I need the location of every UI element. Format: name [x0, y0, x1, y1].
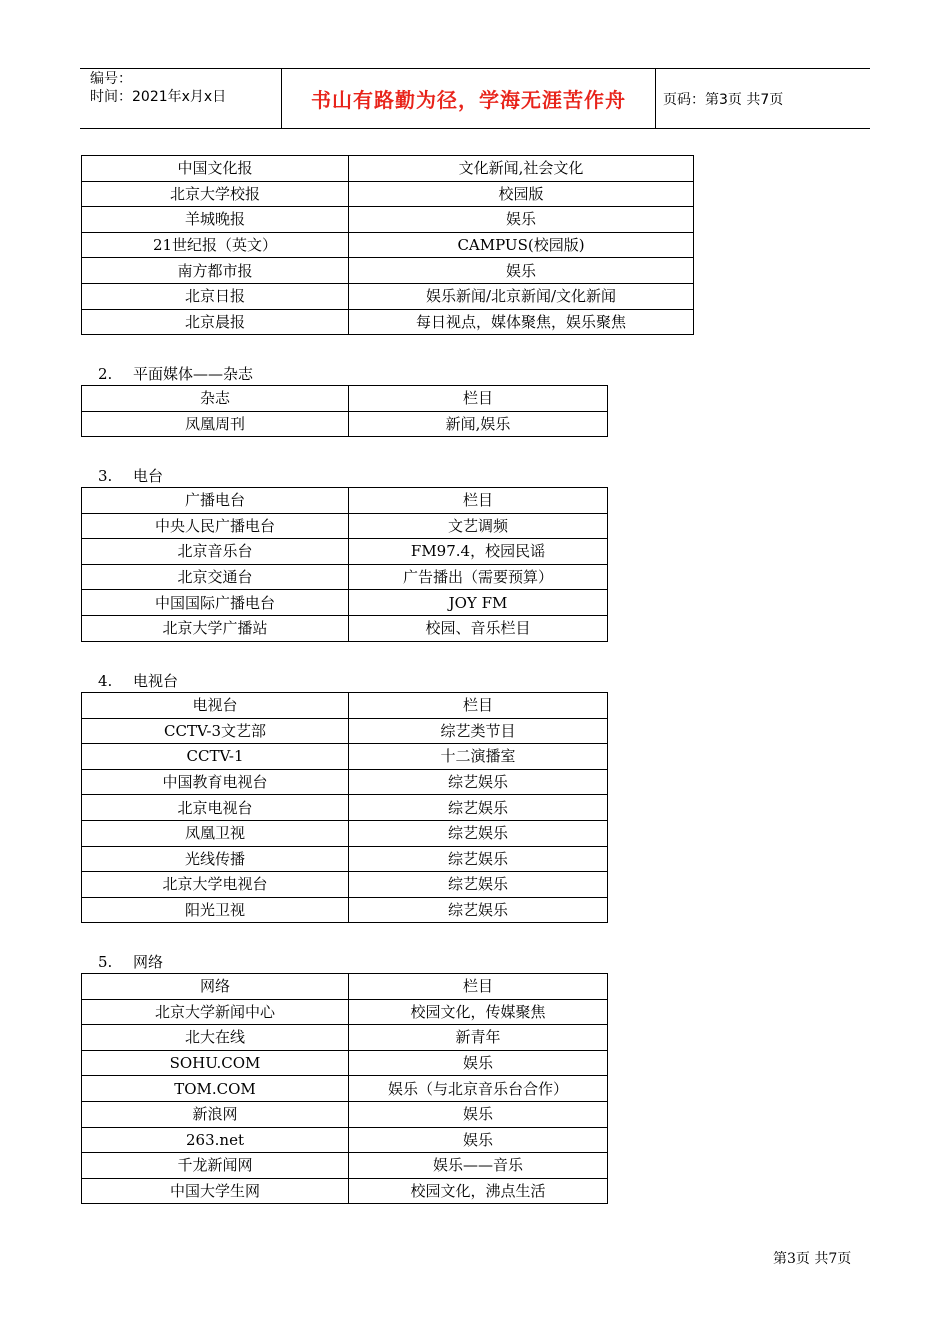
table-row [82, 590, 608, 616]
table-cell-name: 杂志 [82, 386, 349, 412]
table-cell-program: 校园文化，传媒聚焦 [349, 999, 608, 1025]
table-cell-name: 北大在线 [82, 1025, 349, 1051]
table-cell-program: 校园、音乐栏目 [349, 615, 608, 641]
section-heading-internet [98, 951, 163, 972]
section-title: 电台 [133, 467, 164, 485]
table-row [82, 795, 608, 821]
newspaper-table [81, 155, 694, 335]
table-row [82, 513, 608, 539]
table-cell-name: 网络 [82, 974, 349, 1000]
table-row [82, 769, 608, 795]
table-cell-program: 广告播出（需要预算） [349, 564, 608, 590]
table-cell-name: 北京大学校报 [82, 181, 349, 207]
table-cell-program: 栏目 [349, 974, 608, 1000]
table-cell-program: 综艺类节目 [349, 718, 608, 744]
table-cell-name: TOM.COM [82, 1076, 349, 1102]
table-cell-name: 凤凰周刊 [82, 411, 349, 437]
table-header-row [82, 974, 608, 1000]
table-row [82, 207, 694, 233]
table-cell-program: 栏目 [349, 693, 608, 719]
table-row [82, 1153, 608, 1179]
table-cell-name: 北京大学电视台 [82, 872, 349, 898]
table-row [82, 1178, 608, 1204]
table-cell-name: 北京大学新闻中心 [82, 999, 349, 1025]
table-row [82, 411, 608, 437]
table-row [82, 283, 694, 309]
section-number: 4. [98, 672, 113, 690]
table-row [82, 820, 608, 846]
table-cell-program: 娱乐新闻/北京新闻/文化新闻 [349, 283, 694, 309]
table-cell-name: 中国国际广播电台 [82, 590, 349, 616]
table-cell-program: 娱乐（与北京音乐台合作） [349, 1076, 608, 1102]
table-cell-program: 栏目 [349, 488, 608, 514]
magazine-table [81, 385, 608, 437]
table-cell-program: 综艺娱乐 [349, 820, 608, 846]
table-row [82, 309, 694, 335]
table-cell-program: 新闻,娱乐 [349, 411, 608, 437]
header-divider [655, 68, 656, 128]
table-row [82, 615, 608, 641]
document-date: 时间：2021年x月x日 [90, 89, 227, 105]
table-row [82, 897, 608, 923]
table-cell-program: 栏目 [349, 386, 608, 412]
table-cell-program: 文艺调频 [349, 513, 608, 539]
table-row [82, 999, 608, 1025]
table-cell-program: 娱乐 [349, 207, 694, 233]
table-header-row [82, 693, 608, 719]
table-cell-program: 综艺娱乐 [349, 872, 608, 898]
table-cell-name: 中国大学生网 [82, 1178, 349, 1204]
table-row [82, 232, 694, 258]
footer-page-number: 第3页 共7页 [773, 1251, 852, 1267]
table-cell-program: 娱乐 [349, 1127, 608, 1153]
table-row [82, 718, 608, 744]
table-cell-name: 北京电视台 [82, 795, 349, 821]
table-cell-program: 娱乐 [349, 1050, 608, 1076]
table-cell-name: 北京交通台 [82, 564, 349, 590]
table-cell-name: 263.net [82, 1127, 349, 1153]
table-cell-program: 娱乐 [349, 1101, 608, 1127]
section-heading-radio [98, 465, 163, 486]
table-row [82, 872, 608, 898]
table-header-row [82, 488, 608, 514]
table-cell-program: 综艺娱乐 [349, 795, 608, 821]
document-number: 编号： [90, 71, 132, 87]
table-cell-name: CCTV-3文艺部 [82, 718, 349, 744]
header-meta [90, 70, 226, 106]
table-cell-name: 中央人民广播电台 [82, 513, 349, 539]
table-cell-program: 十二演播室 [349, 744, 608, 770]
section-title: 平面媒体——杂志 [133, 365, 254, 383]
table-cell-name: SOHU.COM [82, 1050, 349, 1076]
section-number: 2. [98, 365, 113, 383]
header-top-rule [80, 68, 870, 69]
table-row [82, 181, 694, 207]
table-cell-name: CCTV-1 [82, 744, 349, 770]
table-row [82, 564, 608, 590]
table-cell-program: 文化新闻,社会文化 [349, 156, 694, 182]
table-cell-program: 娱乐——音乐 [349, 1153, 608, 1179]
table-cell-name: 21世纪报（英文） [82, 232, 349, 258]
table-row [82, 1076, 608, 1102]
section-title: 网络 [133, 953, 164, 971]
header-bottom-rule [80, 128, 870, 129]
table-cell-program: CAMPUS(校园版) [349, 232, 694, 258]
table-row [82, 1050, 608, 1076]
internet-table [81, 973, 608, 1204]
table-cell-program: 综艺娱乐 [349, 769, 608, 795]
table-row [82, 1127, 608, 1153]
table-row [82, 156, 694, 182]
table-cell-name: 北京大学广播站 [82, 615, 349, 641]
table-cell-program: 校园文化，沸点生活 [349, 1178, 608, 1204]
table-cell-program: 新青年 [349, 1025, 608, 1051]
table-cell-name: 北京晨报 [82, 309, 349, 335]
table-header-row [82, 386, 608, 412]
table-cell-name: 新浪网 [82, 1101, 349, 1127]
table-row [82, 1025, 608, 1051]
table-cell-program: FM97.4，校园民谣 [349, 539, 608, 565]
table-cell-name: 北京日报 [82, 283, 349, 309]
radio-table [81, 487, 608, 642]
section-heading-tv [98, 670, 178, 691]
header-page-number: 页码：第3页 共7页 [663, 92, 784, 108]
table-cell-name: 南方都市报 [82, 258, 349, 284]
table-cell-name: 电视台 [82, 693, 349, 719]
table-row [82, 258, 694, 284]
table-cell-program: 综艺娱乐 [349, 846, 608, 872]
table-cell-name: 广播电台 [82, 488, 349, 514]
header-motto: 书山有路勤为径，学海无涯苦作舟 [311, 88, 626, 112]
table-cell-program: JOY FM [349, 590, 608, 616]
table-cell-program: 娱乐 [349, 258, 694, 284]
table-cell-name: 千龙新闻网 [82, 1153, 349, 1179]
table-row [82, 1101, 608, 1127]
tv-table [81, 692, 608, 923]
table-cell-name: 光线传播 [82, 846, 349, 872]
table-cell-name: 阳光卫视 [82, 897, 349, 923]
table-row [82, 744, 608, 770]
section-heading-magazines [98, 363, 253, 384]
table-cell-program: 每日视点，媒体聚焦，娱乐聚焦 [349, 309, 694, 335]
table-cell-program: 综艺娱乐 [349, 897, 608, 923]
table-cell-name: 中国教育电视台 [82, 769, 349, 795]
table-cell-name: 凤凰卫视 [82, 820, 349, 846]
table-cell-program: 校园版 [349, 181, 694, 207]
table-cell-name: 羊城晚报 [82, 207, 349, 233]
table-cell-name: 中国文化报 [82, 156, 349, 182]
table-row [82, 846, 608, 872]
table-row [82, 539, 608, 565]
table-cell-name: 北京音乐台 [82, 539, 349, 565]
section-number: 5. [98, 953, 113, 971]
section-number: 3. [98, 467, 113, 485]
section-title: 电视台 [133, 672, 179, 690]
